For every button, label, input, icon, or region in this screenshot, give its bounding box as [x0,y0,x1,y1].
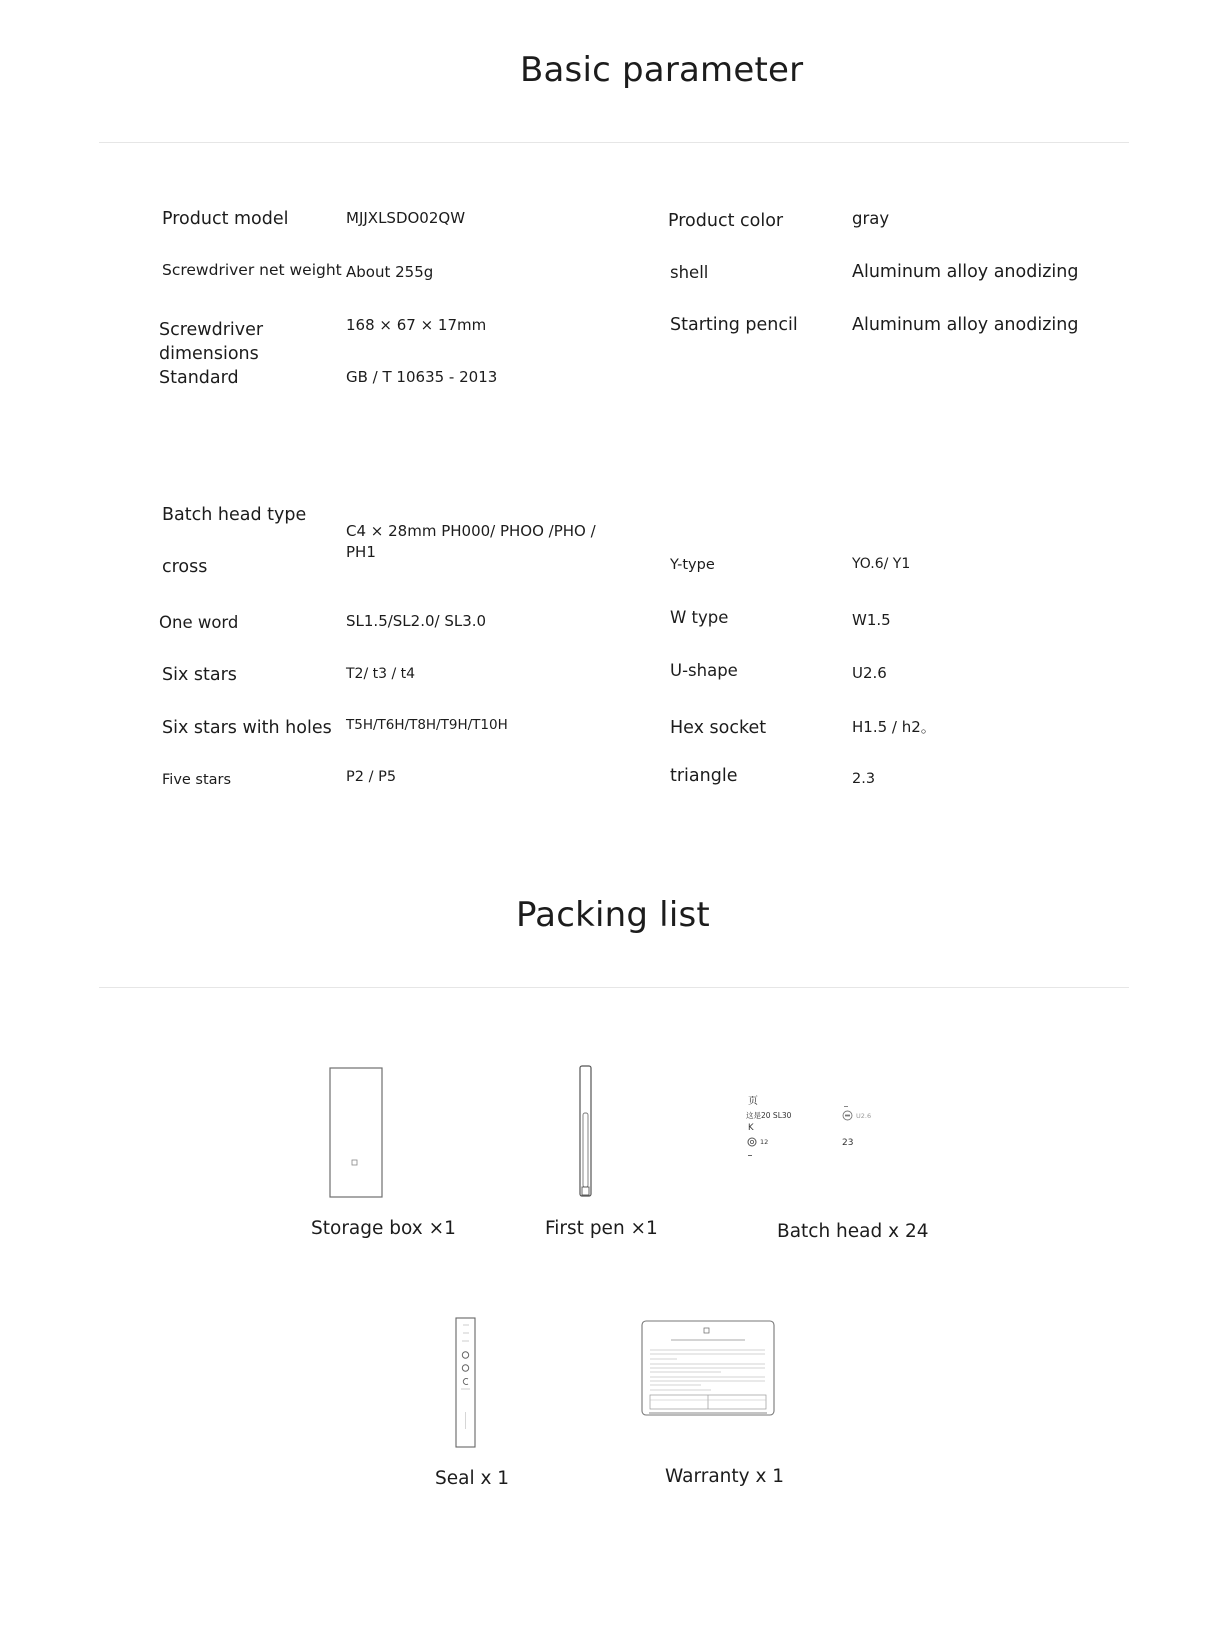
batch-value: H1.5 / h2。 [852,718,936,736]
packing-caption: First pen ×1 [545,1218,658,1239]
param-value: Aluminum alloy anodizing [852,262,1079,282]
batch-card-dash [844,1106,848,1107]
seal-strip-icon [455,1317,477,1449]
batch-head-heading: Batch head type [162,505,307,525]
section-divider [99,987,1129,988]
batch-value: W1.5 [852,611,891,629]
param-value: Aluminum alloy anodizing [852,315,1079,335]
batch-card-text: 12 [760,1138,769,1146]
batch-head-card-icon [742,1092,882,1172]
batch-value: SL1.5/SL2.0/ SL3.0 [346,612,487,630]
batch-card-text: 这是20 SL30 [746,1111,792,1120]
param-label: Starting pencil [670,315,798,335]
basic-parameter-title: Basic parameter [520,50,804,90]
batch-value: P2 / P5 [346,769,397,785]
batch-value: 2.3 [852,771,876,787]
batch-card-text: 23 [842,1138,854,1148]
warranty-card-icon [641,1320,777,1418]
hex-socket-icon [842,1110,853,1121]
batch-label: Y-type [670,557,715,573]
batch-value-multiline [346,521,596,563]
batch-label: Hex socket [670,718,767,738]
param-label-line: Standard [159,368,239,388]
batch-value-line: C4 × 28mm PH000/ PHOO /PHO / [346,522,596,540]
batch-value-line: PH1 [346,543,376,561]
param-value: gray [852,209,890,228]
param-label: Product model [162,209,289,229]
packing-list-title: Packing list [516,895,710,935]
batch-card-dash [748,1155,752,1156]
param-value: GB / T 10635 - 2013 [346,368,498,386]
batch-value: YO.6/ Y1 [852,556,911,572]
batch-label: One word [159,613,239,632]
param-label-line: dimensions [159,344,259,364]
batch-value: T5H/T6H/T8H/T9H/T10H [346,717,508,733]
batch-label: U-shape [670,661,738,680]
batch-value: T2/ t3 / t4 [346,666,416,682]
batch-label: Six stars with holes [162,718,332,738]
packing-caption: Storage box ×1 [311,1218,456,1239]
param-label: Product color [668,211,784,231]
batch-label: Six stars [162,665,237,685]
storage-box-icon [329,1067,385,1199]
batch-label: W type [670,608,729,627]
packing-caption: Warranty x 1 [665,1466,785,1487]
batch-card-text: 页 [748,1096,758,1107]
packing-caption: Batch head x 24 [777,1221,929,1242]
packing-caption: Seal x 1 [435,1468,510,1489]
param-label: shell [670,263,709,282]
gear-icon [747,1137,757,1147]
batch-label: triangle [670,766,738,786]
param-label-line: Screwdriver [159,320,264,340]
param-value: MJJXLSDO02QW [346,209,466,227]
param-value: 168 × 67 × 17mm [346,316,487,334]
param-label: Screwdriver net weight [162,261,342,279]
param-value: About 255g [346,263,434,281]
batch-card-text: K [748,1123,754,1133]
pen-icon [577,1065,597,1201]
batch-card-text: U2.6 [856,1112,872,1120]
batch-label: Five stars [162,772,232,788]
batch-label: cross [162,557,208,577]
section-divider [99,142,1129,143]
param-label-multiline [159,318,319,390]
batch-value: U2.6 [852,664,887,682]
